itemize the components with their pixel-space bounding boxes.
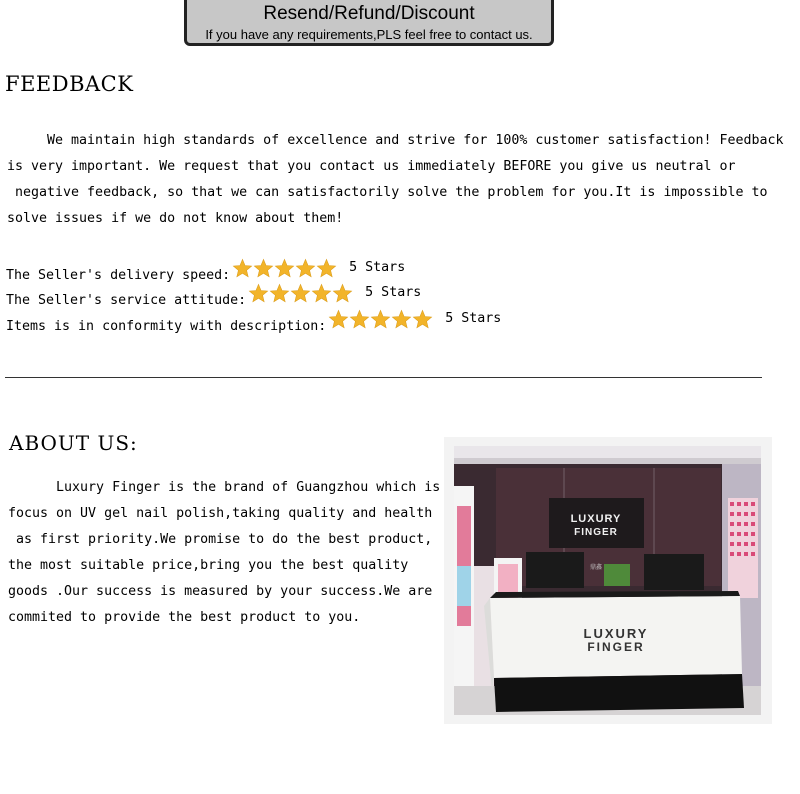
desk-logo-line2: FINGER bbox=[587, 640, 645, 654]
star-icon bbox=[370, 309, 391, 330]
star-icon bbox=[328, 309, 349, 330]
star-icon bbox=[311, 283, 332, 304]
wall-sign: 鼎鑫 bbox=[589, 564, 603, 571]
star-icon bbox=[290, 283, 311, 304]
section-divider bbox=[5, 377, 762, 378]
star-icon bbox=[332, 283, 353, 304]
about-line: the most suitable price,bring you the best quality bbox=[8, 558, 409, 573]
star-icon bbox=[391, 309, 412, 330]
star-rating bbox=[328, 309, 433, 330]
banner-title: Resend/Refund/Discount bbox=[263, 3, 475, 24]
about-line: goods .Our success is measured by your success.We are bbox=[8, 584, 433, 599]
about-line: commited to provide the best product to you. bbox=[8, 610, 361, 625]
wall-logo-line1: LUXURY bbox=[570, 513, 622, 525]
star-icon bbox=[412, 309, 433, 330]
rating-label: The Seller's service attitude: bbox=[6, 293, 247, 308]
rating-value: 5 Stars bbox=[365, 285, 422, 300]
star-icon bbox=[232, 258, 253, 279]
rating-label: Items is in conformity with description: bbox=[6, 319, 327, 334]
feedback-line: is very important. We request that you contact us immediately BEFORE you give us neutral or bbox=[7, 159, 736, 174]
feedback-line: We maintain high standards of excellence and strive for 100% customer satisfaction! Feedback bbox=[7, 133, 784, 148]
star-rating bbox=[232, 258, 337, 279]
rating-value: 5 Stars bbox=[445, 311, 502, 326]
star-icon bbox=[349, 309, 370, 330]
star-icon bbox=[248, 283, 269, 304]
rating-description-match bbox=[6, 305, 501, 334]
star-icon bbox=[253, 258, 274, 279]
contact-banner bbox=[184, 0, 554, 46]
rating-value: 5 Stars bbox=[349, 260, 406, 275]
feedback-heading: FEEDBACK bbox=[5, 72, 134, 96]
star-icon bbox=[295, 258, 316, 279]
feedback-line: negative feedback, so that we can satisfactorily solve the problem for you.It is impossible to bbox=[7, 185, 768, 200]
about-paragraph bbox=[8, 475, 441, 631]
rating-service-attitude bbox=[6, 279, 421, 308]
feedback-paragraph bbox=[7, 128, 784, 232]
desk-logo-line1: LUXURY bbox=[583, 626, 649, 641]
feedback-line: solve issues if we do not know about them! bbox=[7, 211, 344, 226]
about-line: Luxury Finger is the brand of Guangzhou which is bbox=[8, 480, 441, 495]
banner-subtitle: If you have any requirements,PLS feel free to contact us. bbox=[205, 27, 533, 42]
store-photo bbox=[454, 446, 761, 715]
about-line: as first priority.We promise to do the best product, bbox=[8, 532, 433, 547]
star-rating bbox=[248, 283, 353, 304]
star-icon bbox=[316, 258, 337, 279]
wall-logo-line2: FINGER bbox=[574, 527, 618, 538]
star-icon bbox=[269, 283, 290, 304]
about-line: focus on UV gel nail polish,taking quality and health bbox=[8, 506, 433, 521]
rating-label: The Seller's delivery speed: bbox=[6, 268, 231, 283]
star-icon bbox=[274, 258, 295, 279]
about-heading: ABOUT US: bbox=[9, 431, 138, 455]
